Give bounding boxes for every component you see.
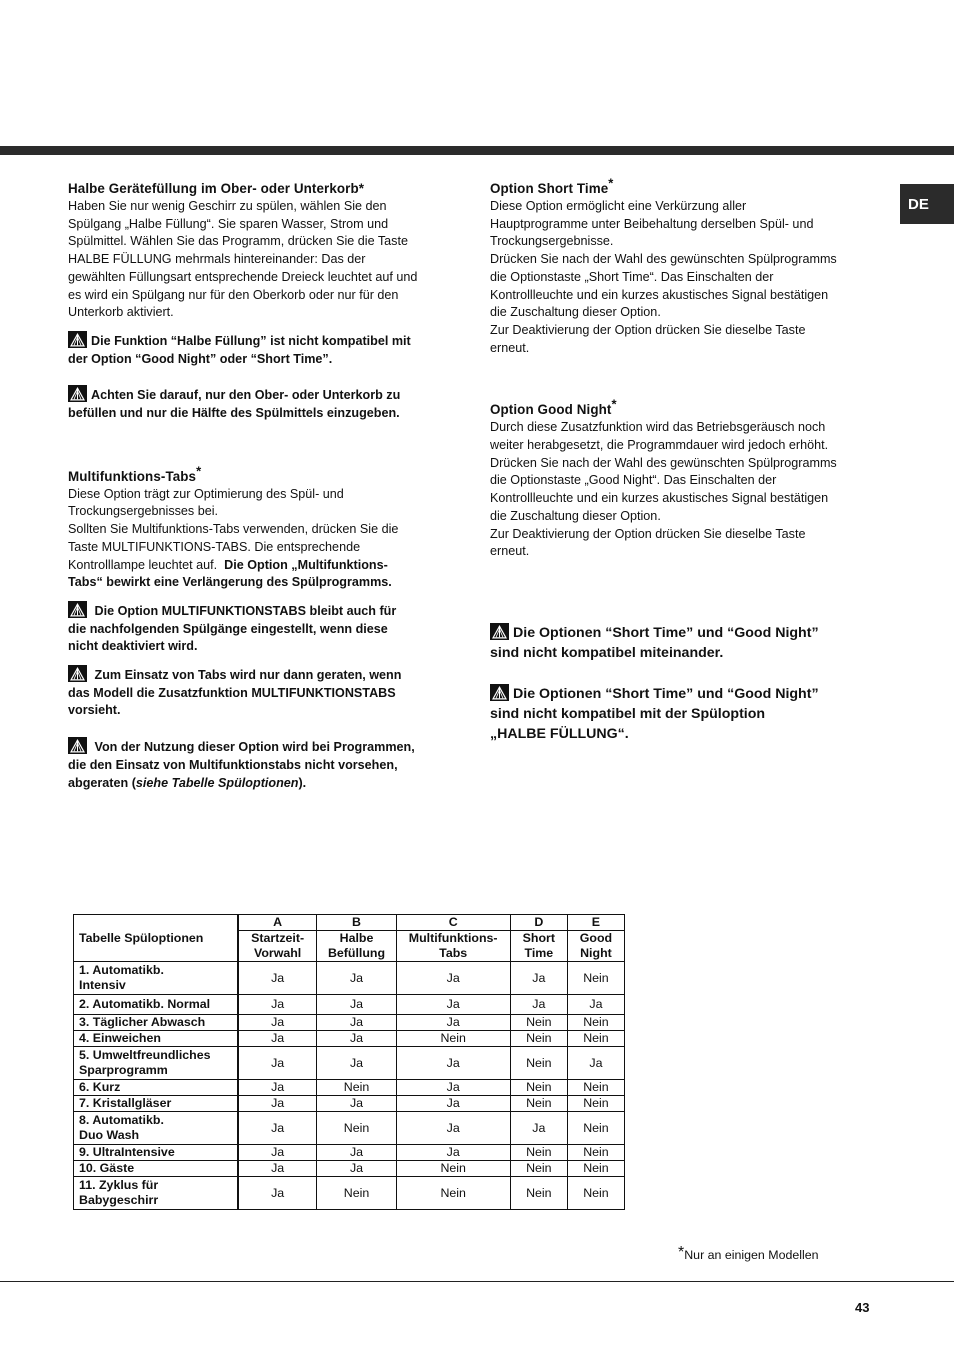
good-night-title: Option Good Night* [490,396,617,418]
row-label [74,1015,238,1031]
half-load-warning-2: Achten Sie darauf, nur den Ober- oder Unterkorb zu befüllen und nur die Hälfte des Spülmittels einzugeben. [68,385,448,422]
table-body [74,962,625,1210]
warning-icon [68,331,87,348]
table-cell: Ja [317,962,396,995]
row-label-line: Babygeschirr [79,1193,159,1207]
table-cell: Nein [317,1112,396,1145]
table-cell: Ja [396,1145,510,1161]
row-label [74,995,238,1015]
options-warning-2: Die Optionen “Short Time” und “Good Night” sind nicht kompatibel mit der Spüloption „HALBE FÜLLUNG“. [490,685,819,742]
half-load-title: Halbe Gerätefüllung im Ober- oder Unterkorb* [68,181,365,196]
table-row [74,1031,625,1047]
row-label [74,962,238,995]
row-label-line: Duo Wash [79,1128,140,1142]
table-cell: Nein [510,1177,567,1210]
table-cell: Ja [317,1161,396,1177]
table-cell: Ja [396,962,510,995]
table-cell: Ja [238,962,317,995]
page-number: 43 [855,1300,870,1315]
row-label [74,1047,238,1080]
half-load-warning-1: Die Funktion “Halbe Füllung” ist nicht kompatibel mit der Option “Good Night” oder “Short Time”. [68,331,448,368]
table-cell: Nein [510,1031,567,1047]
table-cell: Nein [567,1015,624,1031]
table-cell: Ja [238,1047,317,1080]
row-label-line: 2. Automatikb. Normal [79,997,211,1011]
table-cell: Nein [567,1096,624,1112]
table-row [74,1015,625,1031]
options-table [73,914,625,1210]
table-cell: Ja [317,1096,396,1112]
table-cell: Nein [317,1177,396,1210]
warning-icon [68,385,87,402]
row-label [74,1145,238,1161]
row-label-line: Sparprogramm [79,1063,168,1077]
row-label [74,1031,238,1047]
table-cell: Nein [510,1096,567,1112]
column-header: Halbe Befüllung [317,931,396,962]
column-letter: B [317,915,396,931]
table-cell: Ja [510,962,567,995]
table-cell: Ja [567,1047,624,1080]
table-cell: Ja [317,1031,396,1047]
table-cell: Ja [396,1047,510,1080]
warning-icon [68,737,87,754]
table-cell: Ja [510,1112,567,1145]
table-cell: Ja [317,1047,396,1080]
warning-icon [490,684,509,701]
table-cell: Ja [396,1096,510,1112]
column-header: Multifunktions- Tabs [396,931,510,962]
table-cell: Ja [238,1177,317,1210]
table-row [74,1096,625,1112]
table-cell: Nein [396,1031,510,1047]
table-row [74,1161,625,1177]
table-cell: Nein [510,1161,567,1177]
half-load-body: Haben Sie nur wenig Geschirr zu spülen, wählen Sie den Spülgang „Halbe Füllung“. Sie sparen Wasser, Strom und Spülmittel. Wählen Sie das Programm, drücken Sie die Taste HALBE FÜLLUNG mehrmals hintereinander: Das der gewählten Füllungsart entsprechende Dreieck leuchtet auf und es wird ein Spülgang nur für den Oberkorb oder nur für den Unterkorb aktiviert. [68,199,418,320]
row-label [74,1080,238,1096]
table-cell: Nein [510,1080,567,1096]
row-label-line: 10. Gäste [79,1161,135,1175]
table-cell: Ja [317,995,396,1015]
table-cell: Ja [238,1096,317,1112]
short-time-title: Option Short Time* [490,175,614,196]
table-cell: Ja [317,1145,396,1161]
row-label-line: 11. Zyklus für [79,1178,159,1192]
table-cell: Ja [238,1031,317,1047]
table-row [74,1177,625,1210]
table-corner-label: Tabelle Spüloptionen [74,915,238,962]
row-label [74,1161,238,1177]
column-header: Good Night [567,931,624,962]
row-label-line: 5. Umweltfreundliches [79,1048,211,1062]
right-column [490,175,870,744]
table-row [74,1080,625,1096]
table-row [74,995,625,1015]
table-cell: Nein [567,962,624,995]
table-cell: Nein [567,1145,624,1161]
multitabs-warning-3: Von der Nutzung dieser Option wird bei Programmen, die den Einsatz von Multifunktionstabs nicht vorsehen, abgeraten (siehe Tabelle Spüloptionen). [68,737,448,792]
multitabs-warning-1: Die Option MULTIFUNKTIONSTABS bleibt auch für die nachfolgenden Spülgänge eingestellt, wenn diese nicht deaktiviert wird. [68,601,448,656]
table-row [74,1145,625,1161]
table-cell: Nein [396,1161,510,1177]
table-cell: Nein [510,1145,567,1161]
column-letter: D [510,915,567,931]
table-cell: Ja [396,1015,510,1031]
column-letter: A [238,915,317,931]
column-letter: E [567,915,624,931]
table-cell: Nein [510,1047,567,1080]
table-cell: Ja [567,995,624,1015]
footer-rule [0,1281,954,1282]
row-label [74,1112,238,1145]
table-cell: Ja [238,1145,317,1161]
good-night-body: Durch diese Zusatzfunktion wird das Betriebsgeräusch noch weiter herabgesetzt, die Programmdauer wird jedoch erhöht. Drücken Sie nach der Wahl des gewünschten Spülprogramms die Optionstaste „Good Night“. Das Einschalten der Kontrollleuchte und ein kurzes akustisches Signal bestätigen die Zuschaltung dieser Option. Zur Deaktivierung der Option drücken Sie dieselbe Taste erneut. [490,420,837,559]
table-cell: Ja [238,1015,317,1031]
row-label-line: 4. Einweichen [79,1031,161,1045]
row-label-line: 3. Täglicher Abwasch [79,1015,206,1029]
row-label-line: 7. Kristallgläser [79,1096,172,1110]
row-label-line: 1. Automatikb. [79,963,164,977]
table-cell: Ja [396,995,510,1015]
table-row [74,1112,625,1145]
multitabs-warning-2: Zum Einsatz von Tabs wird nur dann geraten, wenn das Modell die Zusatzfunktion MULTIFUNKTIONSTABS vorsieht. [68,665,448,720]
table-cell: Ja [238,995,317,1015]
row-label-line: 6. Kurz [79,1080,121,1094]
column-header: Short Time [510,931,567,962]
table-cell: Ja [238,1112,317,1145]
table-cell: Nein [567,1112,624,1145]
warning-icon [68,601,87,618]
table-row [74,962,625,995]
multitabs-title: Multifunktions-Tabs* [68,463,202,484]
row-label [74,1177,238,1210]
multitabs-body: Diese Option trägt zur Optimierung des Spül- und Trockungsergebnisses bei. Sollten Sie Multifunktions-Tabs verwenden, drücken Sie die Taste MULTIFUNKTIONS-TABS. Die entsprechende Kontrolllampe leuchtet auf. Die Option „Multifunktions- Tabs“ bewirkt eine Verlängerung des Spülprogramms. [68,486,399,590]
table-cell: Ja [238,1080,317,1096]
table-cell: Ja [396,1080,510,1096]
table-cell: Nein [567,1161,624,1177]
warning-icon [490,623,509,640]
table-cell: Nein [567,1080,624,1096]
table-cell: Nein [567,1177,624,1210]
table-cell: Ja [238,1161,317,1177]
table-row [74,1047,625,1080]
options-warning-1: Die Optionen “Short Time” und “Good Night” sind nicht kompatibel miteinander. [490,624,819,661]
table-cell: Nein [567,1031,624,1047]
table-cell: Nein [396,1177,510,1210]
footnote: *Nur an einigen Modellen [678,1244,819,1262]
table-cell: Nein [510,1015,567,1031]
left-column [68,180,448,792]
table-cell: Ja [317,1015,396,1031]
table-cell: Nein [317,1080,396,1096]
row-label-line: 8. Automatikb. [79,1113,164,1127]
row-label-line: Intensiv [79,978,126,992]
column-header: Startzeit- Vorwahl [238,931,317,962]
column-letter: C [396,915,510,931]
row-label [74,1096,238,1112]
warning-icon [68,665,87,682]
language-tab: DE [900,184,954,224]
header-bar [0,146,954,155]
short-time-body: Diese Option ermöglicht eine Verkürzung aller Hauptprogramme unter Beibehaltung derselben Spül- und Trockungsergebnisse. Drücken Sie nach der Wahl des gewünschten Spülprogramms die Optionstaste „Short Time“. Das Einschalten der Kontrollleuchte und ein kurzes akustisches Signal bestätigen die Zuschaltung dieser Option. Zur Deaktivierung der Option drücken Sie dieselbe Taste erneut. [490,199,837,355]
table-cell: Ja [510,995,567,1015]
row-label-line: 9. UltraIntensive [79,1145,175,1159]
table-cell: Ja [396,1112,510,1145]
